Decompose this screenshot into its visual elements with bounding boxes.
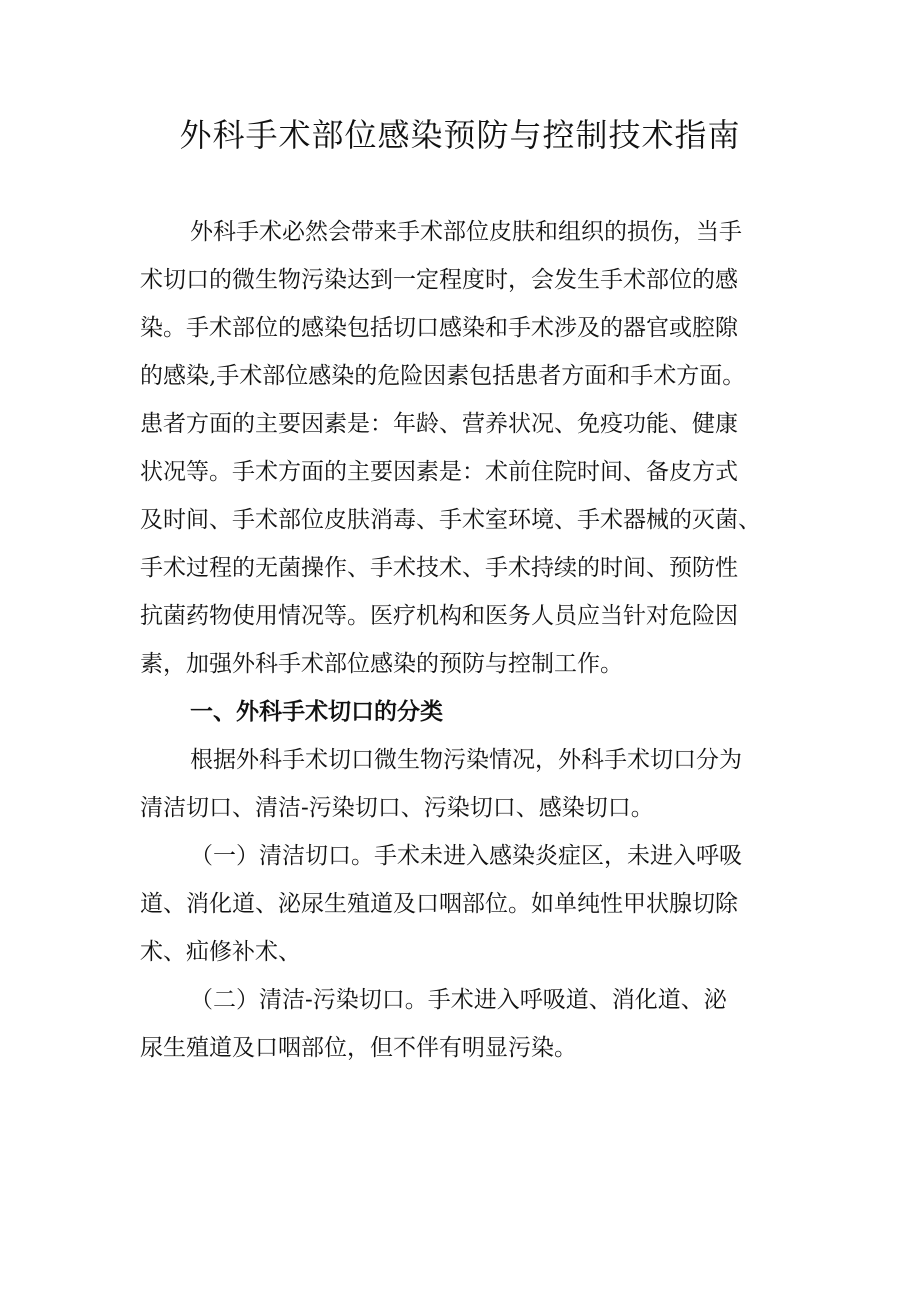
intro-line-10: 素，加强外科手术部位感染的预防与控制工作。	[140, 651, 623, 677]
intro-line-6: 状况等。手术方面的主要因素是：术前住院时间、备皮方式	[140, 459, 738, 485]
intro-line-5: 患者方面的主要因素是：年龄、营养状况、免疫功能、健康	[140, 411, 738, 437]
section1-line-1: 根据外科手术切口微生物污染情况，外科手术切口分为	[190, 747, 742, 773]
item1-line-3: 术、疝修补术、	[140, 939, 301, 965]
item2-line-1: （二）清洁-污染切口。手术进入呼吸道、消化道、泌	[190, 987, 727, 1013]
item1-line-1: （一）清洁切口。手术未进入感染炎症区，未进入呼吸	[190, 843, 742, 869]
section1-line-2: 清洁切口、清洁-污染切口、污染切口、感染切口。	[140, 795, 654, 821]
intro-line-2: 术切口的微生物污染达到一定程度时，会发生手术部位的感	[140, 267, 738, 293]
intro-line-7: 及时间、手术部位皮肤消毒、手术室环境、手术器械的灭菌、	[140, 507, 761, 533]
intro-line-4: 的感染,手术部位感染的危险因素包括患者方面和手术方面。	[140, 363, 746, 389]
section-heading: 一、外科手术切口的分类	[190, 698, 443, 725]
intro-line-9: 抗菌药物使用情况等。医疗机构和医务人员应当针对危险因	[140, 603, 738, 629]
item1-line-2: 道、消化道、泌尿生殖道及口咽部位。如单纯性甲状腺切除	[140, 891, 738, 917]
item2-line-2: 尿生殖道及口咽部位，但不伴有明显污染。	[140, 1035, 577, 1061]
intro-line-8: 手术过程的无菌操作、手术技术、手术持续的时间、预防性	[140, 555, 738, 581]
document-title: 外科手术部位感染预防与控制技术指南	[179, 116, 741, 154]
intro-line-1: 外科手术必然会带来手术部位皮肤和组织的损伤，当手	[190, 219, 742, 245]
intro-line-3: 染。手术部位的感染包括切口感染和手术涉及的器官或腔隙	[140, 315, 738, 341]
